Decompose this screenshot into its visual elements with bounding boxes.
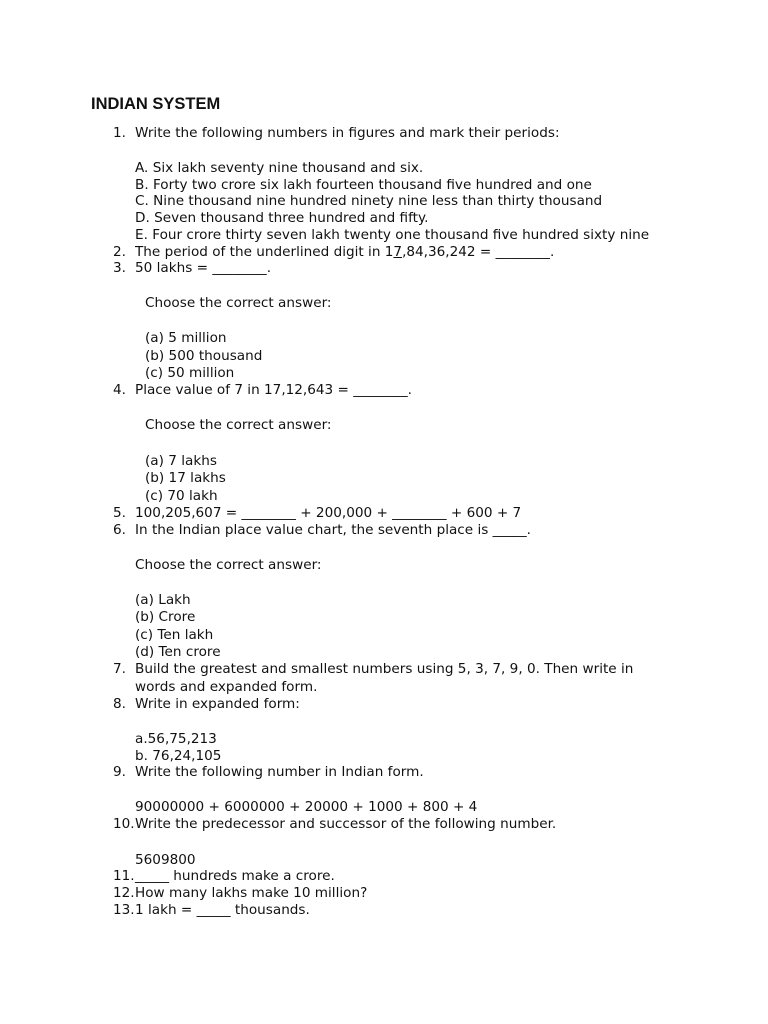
question-1-item-c: C. Nine thousand nine hundred ninety nine less than thirty thousand <box>135 193 603 209</box>
question-3-option-c: (c) 50 million <box>145 365 235 381</box>
question-9-expression: 90000000 + 6000000 + 20000 + 1000 + 800 + 4 <box>135 799 478 815</box>
question-3-number: 3. <box>113 260 126 276</box>
question-7-text-line-2: words and expanded form. <box>135 679 318 695</box>
question-6-number: 6. <box>113 522 126 538</box>
question-6-option-b: (b) Crore <box>135 609 196 625</box>
question-1-item-d: D. Seven thousand three hundred and fifty. <box>135 210 429 226</box>
question-10-number: 10. <box>113 816 135 832</box>
question-6-prompt: Choose the correct answer: <box>135 557 322 573</box>
question-2-text <box>135 244 554 261</box>
question-10-number-value: 5609800 <box>135 852 196 868</box>
question-4-number: 4. <box>113 382 126 398</box>
question-4-text: Place value of 7 in 17,12,643 = ________. <box>135 382 412 398</box>
question-12-text: How many lakhs make 10 million? <box>135 885 368 901</box>
question-2-text-end: ,84,36,242 = ________. <box>402 244 555 260</box>
page-title: INDIAN SYSTEM <box>91 95 221 113</box>
question-5-number: 5. <box>113 505 126 521</box>
question-11-text: _____ hundreds make a crore. <box>135 868 335 884</box>
question-7-number: 7. <box>113 661 126 677</box>
question-12-number: 12. <box>113 885 135 901</box>
question-6-text: In the Indian place value chart, the seventh place is _____. <box>135 522 531 538</box>
question-3-text: 50 lakhs = ________. <box>135 260 272 276</box>
question-4-prompt: Choose the correct answer: <box>145 417 332 433</box>
question-8-item-a: a.56,75,213 <box>135 731 217 747</box>
question-6-option-a: (a) Lakh <box>135 592 191 608</box>
question-5-text: 100,205,607 = ________ + 200,000 + ________ + 600 + 7 <box>135 505 522 521</box>
question-8-item-b: b. 76,24,105 <box>135 748 222 764</box>
question-6-option-d: (d) Ten crore <box>135 644 221 660</box>
underlined-digit: 7 <box>393 244 403 260</box>
question-4-option-a: (a) 7 lakhs <box>145 453 217 469</box>
question-11-number: 11. <box>113 868 135 884</box>
question-2-number: 2. <box>113 244 126 260</box>
question-4-option-b: (b) 17 lakhs <box>145 470 226 486</box>
question-8-number: 8. <box>113 696 126 712</box>
question-8-text: Write in expanded form: <box>135 696 300 712</box>
question-6-option-c: (c) Ten lakh <box>135 627 214 643</box>
question-1-text: Write the following numbers in figures and mark their periods: <box>135 125 560 141</box>
question-2-text-start: The period of the underlined digit in 1 <box>135 244 394 260</box>
question-1-number: 1. <box>113 125 126 141</box>
question-4-option-c: (c) 70 lakh <box>145 488 218 504</box>
question-3-prompt: Choose the correct answer: <box>145 295 332 311</box>
question-3-option-b: (b) 500 thousand <box>145 348 263 364</box>
question-10-text: Write the predecessor and successor of the following number. <box>135 816 557 832</box>
question-13-text: 1 lakh = _____ thousands. <box>135 902 310 918</box>
question-1-item-b: B. Forty two crore six lakh fourteen thousand five hundred and one <box>135 177 592 193</box>
question-1-item-e: E. Four crore thirty seven lakh twenty one thousand five hundred sixty nine <box>135 227 650 243</box>
question-3-option-a: (a) 5 million <box>145 330 227 346</box>
question-1-item-a: A. Six lakh seventy nine thousand and six. <box>135 160 424 176</box>
question-7-text-line-1: Build the greatest and smallest numbers using 5, 3, 7, 9, 0. Then write in <box>135 661 634 677</box>
question-9-text: Write the following number in Indian form. <box>135 764 424 780</box>
question-9-number: 9. <box>113 764 126 780</box>
question-13-number: 13. <box>113 902 135 918</box>
